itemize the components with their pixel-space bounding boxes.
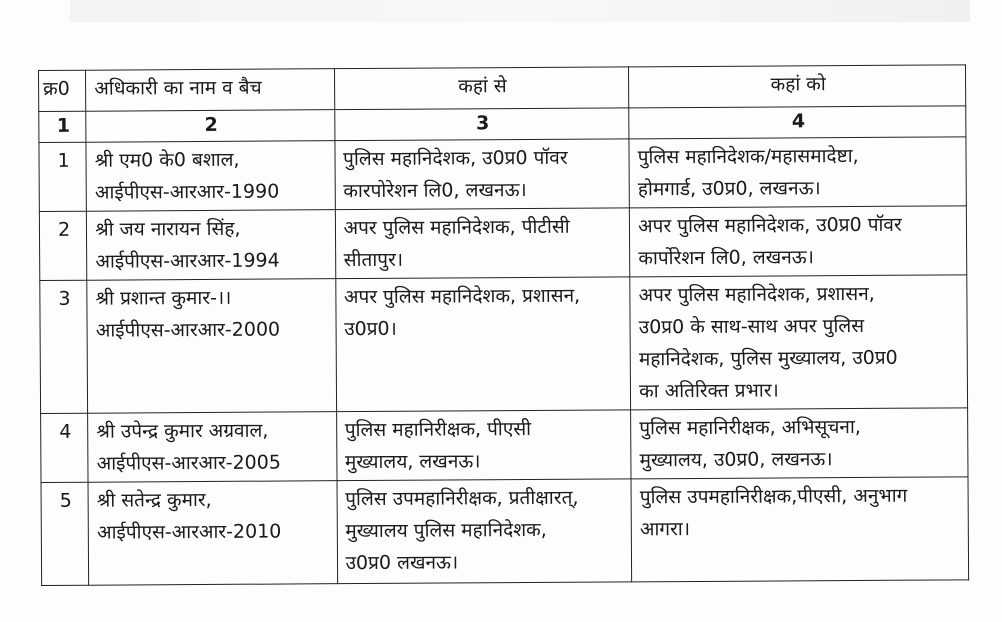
header-name: अधिकारी का नाम व बैच bbox=[86, 69, 335, 112]
table-row bbox=[41, 408, 968, 483]
column-number: 2 bbox=[86, 110, 335, 143]
table-row bbox=[41, 477, 969, 586]
from-post-line: मुख्यालय, लखनऊ। bbox=[344, 450, 481, 474]
officer-name: श्री सतेन्द्र कुमार, bbox=[96, 488, 212, 512]
from-post-cell bbox=[335, 277, 630, 412]
header-to: कहां को bbox=[629, 65, 966, 108]
header-serial: क्र0 bbox=[39, 70, 86, 111]
header-from: कहां से bbox=[334, 67, 629, 110]
from-post-line: सीतापुर। bbox=[343, 248, 404, 272]
officer-name-cell bbox=[88, 481, 337, 586]
officer-name: श्री उपेन्द्र कुमार अग्रवाल, bbox=[96, 419, 269, 443]
to-post-line: मुख्यालय, उ0प्र0, लखनऊ। bbox=[639, 448, 833, 472]
officer-name-cell bbox=[87, 210, 336, 281]
page-top-edge bbox=[70, 0, 970, 22]
table-row bbox=[40, 275, 968, 414]
officer-batch: आईपीएस-आरआर-2005 bbox=[96, 451, 281, 475]
from-post-line: उ0प्र0 लखनऊ। bbox=[345, 551, 459, 575]
to-post-line: अपर पुलिस महानिदेशक, प्रशासन, bbox=[638, 282, 875, 307]
officer-name: श्री जय नारायन सिंह, bbox=[95, 217, 241, 241]
officer-name: श्री एम0 के0 बशाल, bbox=[94, 148, 240, 172]
to-post-line: होमगार्ड, उ0प्र0, लखनऊ। bbox=[637, 177, 821, 201]
transfer-table bbox=[38, 64, 969, 586]
officer-batch: आईपीएस-आरआर-1994 bbox=[95, 249, 280, 273]
to-post-line: पुलिस उपमहानिरीक्षक,पीएसी, अनुभाग bbox=[639, 484, 908, 509]
from-post-line: अपर पुलिस महानिदेशक, पीटीसी bbox=[343, 215, 570, 240]
row-serial: 3 bbox=[40, 280, 88, 413]
officer-name: श्री प्रशान्त कुमार-।। bbox=[95, 286, 232, 310]
to-post-line: का अतिरिक्त प्रभार। bbox=[639, 379, 779, 403]
from-post-line: कारपोरेशन लि0, लखनऊ। bbox=[343, 179, 527, 203]
from-post-line: उ0प्र0। bbox=[344, 317, 397, 341]
officer-name-cell bbox=[87, 279, 336, 414]
from-post-line: अपर पुलिस महानिदेशक, प्रशासन, bbox=[343, 284, 581, 309]
from-post-line: पुलिस महानिदेशक, उ0प्र0 पॉवर bbox=[343, 146, 568, 171]
header-row bbox=[39, 65, 966, 112]
row-serial: 4 bbox=[41, 413, 89, 482]
to-post-cell bbox=[630, 206, 967, 277]
from-post-line: पुलिस उपमहानिरीक्षक, प्रतीक्षारत्, bbox=[345, 486, 579, 511]
officer-name-cell bbox=[88, 412, 337, 483]
to-post-cell bbox=[630, 275, 968, 410]
row-serial: 2 bbox=[39, 211, 87, 280]
to-post-cell bbox=[631, 477, 968, 582]
to-post-line: अपर पुलिस महानिदेशक, उ0प्र0 पॉवर bbox=[638, 213, 902, 238]
to-post-line: कार्पोरेशन लि0, लखनऊ। bbox=[638, 246, 814, 270]
to-post-cell bbox=[629, 137, 966, 208]
officer-batch: आईपीएस-आरआर-1990 bbox=[94, 180, 280, 204]
to-post-cell bbox=[631, 408, 968, 479]
to-post-line: उ0प्र0 के साथ-साथ अपर पुलिस bbox=[638, 314, 865, 339]
table-row bbox=[39, 206, 966, 281]
from-post-cell bbox=[337, 479, 632, 584]
to-post-line: पुलिस महानिरीक्षक, अभिसूचना, bbox=[639, 415, 861, 440]
row-serial: 1 bbox=[39, 142, 87, 211]
officer-name-cell bbox=[86, 141, 335, 212]
from-post-line: मुख्यालय पुलिस महानिदेशक, bbox=[345, 518, 547, 543]
from-post-line: पुलिस महानिरीक्षक, पीएसी bbox=[344, 417, 532, 442]
to-post-line: पुलिस महानिदेशक/महासमादेष्टा, bbox=[637, 144, 859, 169]
officer-batch: आईपीएस-आरआर-2010 bbox=[97, 520, 282, 544]
from-post-cell bbox=[335, 139, 630, 210]
from-post-cell bbox=[336, 410, 631, 481]
table-row bbox=[39, 137, 966, 212]
officer-batch: आईपीएस-आरआर-2000 bbox=[95, 318, 281, 342]
to-post-line: आगरा। bbox=[639, 518, 691, 541]
column-number: 4 bbox=[629, 106, 966, 139]
column-number: 1 bbox=[39, 111, 86, 142]
column-number: 3 bbox=[334, 108, 629, 141]
to-post-line: महानिदेशक, पुलिस मुख्यालय, उ0प्र0 bbox=[638, 346, 898, 371]
from-post-cell bbox=[335, 208, 630, 279]
row-serial: 5 bbox=[41, 482, 89, 585]
